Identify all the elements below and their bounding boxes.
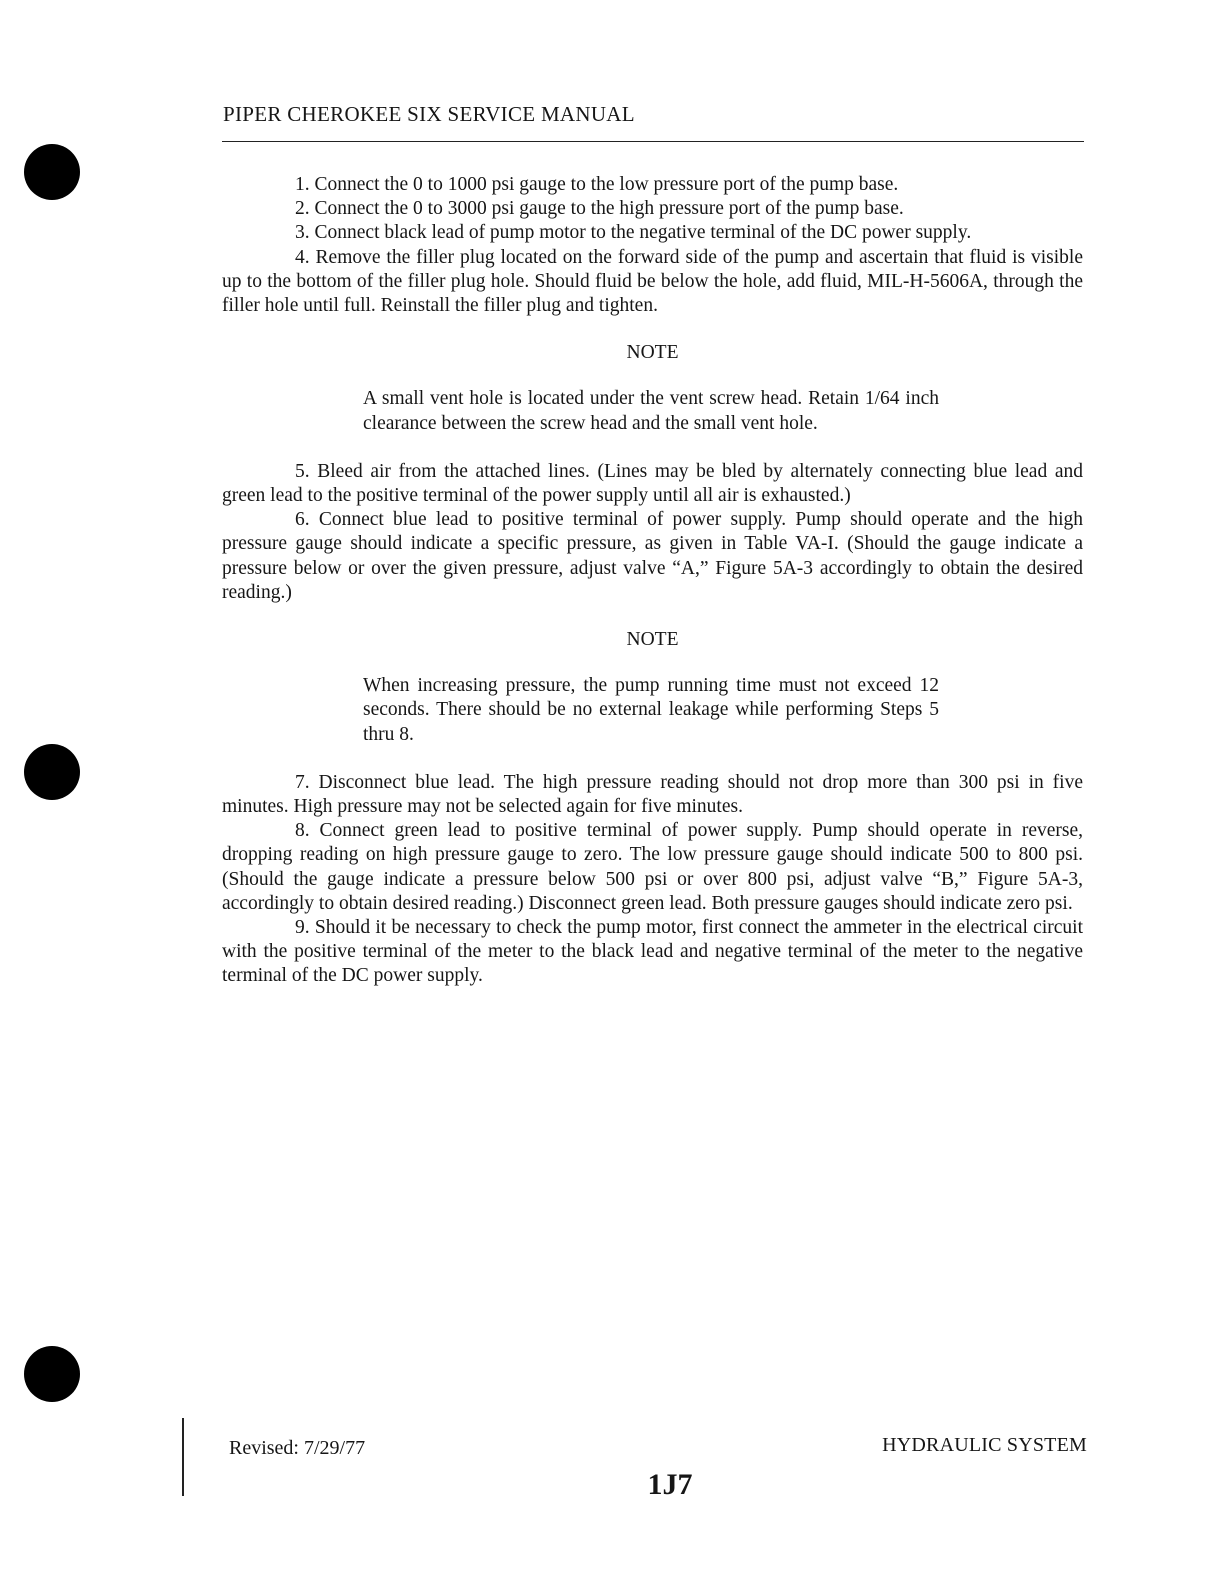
punch-hole	[24, 1346, 80, 1402]
section-title: HYDRAULIC SYSTEM	[882, 1434, 1087, 1456]
note-heading-label: NOTE	[626, 342, 679, 364]
note-heading	[222, 628, 1083, 652]
step-8: 8. Connect green lead to positive terminal of power supply. Pump should operate in reverse, dropping reading on high pressure gauge to zero. The low pressure gauge should indicate 500 to 800 psi. (Should the gauge indicate a pressure below 500 psi or over 800 psi, adjust valve “B,” Figure 5A-3, accordingly to obtain desired reading.) Disconnect green lead. Both pressure gauges should indicate zero psi.	[222, 820, 1083, 914]
page-number: 1J7	[647, 1468, 693, 1501]
step-4: 4. Remove the filler plug located on the forward side of the pump and ascertain that fluid is visible up to the bottom of the filler plug hole. Should fluid be below the hole, add fluid, MIL-H-5606A, through the filler hole until full. Reinstall the filler plug and tighten.	[222, 246, 1083, 317]
page-body	[222, 173, 1083, 989]
note-text: When increasing pressure, the pump running time must not exceed 12 seconds. There should be no external leakage while performing Steps 5 thru 8.	[363, 675, 939, 745]
note-heading	[222, 341, 1083, 365]
step-5: 5. Bleed air from the attached lines. (Lines may be bled by alternately connecting blue lead and green lead to the positive terminal of the power supply until all air is exhausted.)	[222, 460, 1083, 507]
punch-hole	[24, 144, 80, 200]
step-3: 3. Connect black lead of pump motor to the negative terminal of the DC power supply.	[295, 222, 972, 244]
punch-hole	[24, 744, 80, 800]
step-6: 6. Connect blue lead to positive terminal of power supply. Pump should operate and the high pressure gauge should indicate a specific pressure, as given in Table VA-I. (Should the gauge indicate a pressure below or over the given pressure, adjust valve “A,” Figure 5A-3 accordingly to obtain the desired reading.)	[222, 509, 1083, 603]
manual-title: PIPER CHEROKEE SIX SERVICE MANUAL	[223, 102, 635, 126]
step-2: 2. Connect the 0 to 3000 psi gauge to the high pressure port of the pump base.	[295, 198, 904, 220]
step-1: 1. Connect the 0 to 1000 psi gauge to the low pressure port of the pump base.	[295, 174, 899, 195]
revision-date: Revised: 7/29/77	[229, 1437, 366, 1459]
note-text: A small vent hole is located under the vent screw head. Retain 1/64 inch clearance between the screw head and the small vent hole.	[363, 388, 939, 434]
step-7: 7. Disconnect blue lead. The high pressure reading should not drop more than 300 psi in five minutes. High pressure may not be selected again for five minutes.	[222, 771, 1083, 818]
step-9: 9. Should it be necessary to check the pump motor, first connect the ammeter in the electrical circuit with the positive terminal of the meter to the black lead and negative terminal of the meter to the negative terminal of the DC power supply.	[222, 917, 1083, 987]
header-rule	[222, 141, 1084, 142]
note-heading-label: NOTE	[626, 629, 679, 651]
